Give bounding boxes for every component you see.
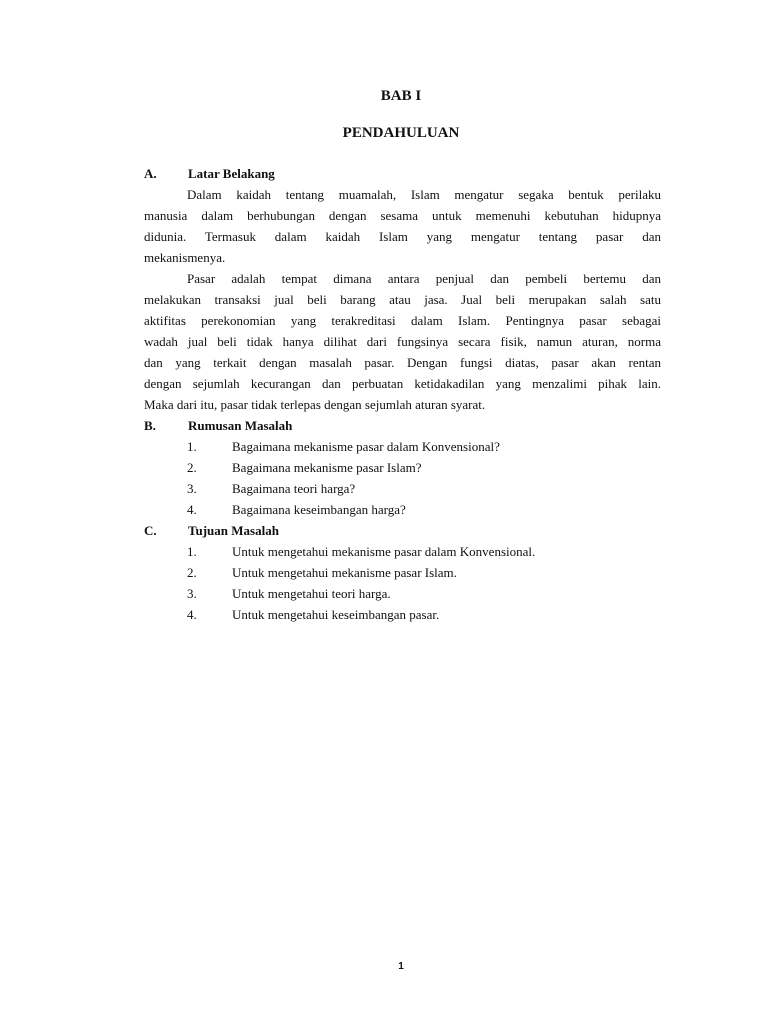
list-text: Untuk mengetahui mekanisme pasar dalam Konvensional. (232, 544, 536, 559)
paragraph-line: dan yang terkait dengan masalah pasar. Dengan fungsi diatas, pasar akan rentan (144, 355, 661, 370)
list-text: Untuk mengetahui teori harga. (232, 586, 391, 601)
list-number: 4. (187, 607, 197, 622)
section-letter: B. (144, 418, 156, 433)
paragraph-2 (144, 268, 661, 415)
section-title: Rumusan Masalah (188, 418, 293, 433)
page-number: 1 (398, 961, 404, 972)
paragraph-line: aktifitas perekonomian yang terakreditasi dalam Islam. Pentingnya pasar sebagai (144, 313, 661, 328)
list-number: 4. (187, 502, 197, 517)
section-letter: A. (144, 166, 157, 181)
paragraph-line: mekanismenya. (144, 250, 226, 265)
list-number: 1. (187, 439, 197, 454)
list-text: Bagaimana teori harga? (232, 481, 356, 496)
paragraph-line: melakukan transaksi jual beli barang atau jasa. Jual beli merupakan salah satu (144, 292, 661, 307)
section-title: Latar Belakang (188, 166, 275, 181)
list-number: 2. (187, 460, 197, 475)
list-text: Bagaimana keseimbangan harga? (232, 502, 406, 517)
list-text: Untuk mengetahui mekanisme pasar Islam. (232, 565, 457, 580)
list-text: Bagaimana mekanisme pasar Islam? (232, 460, 422, 475)
list-text: Untuk mengetahui keseimbangan pasar. (232, 607, 440, 622)
paragraph-line: wadah jual beli tidak hanya dilihat dari fungsinya secara fisik, namun aturan, norma (144, 334, 661, 349)
paragraph-line: Maka dari itu, pasar tidak terlepas dengan sejumlah aturan syarat. (144, 397, 486, 412)
paragraph-line: manusia dalam berhubungan dengan sesama untuk memenuhi kebutuhan hidupnya (144, 208, 661, 223)
list-number: 3. (187, 481, 197, 496)
paragraph-line: didunia. Termasuk dalam kaidah Islam yang mengatur tentang pasar dan (144, 229, 661, 244)
chapter-number: BAB I (380, 88, 422, 104)
list-number: 3. (187, 586, 197, 601)
list-number: 2. (187, 565, 197, 580)
section-title: Tujuan Masalah (188, 523, 279, 538)
paragraph-line: dengan sejumlah kecurangan dan perbuatan ketidakadilan yang menzalimi pihak lain. (144, 376, 661, 391)
section-letter: C. (144, 523, 157, 538)
paragraph-line: Dalam kaidah tentang muamalah, Islam mengatur segaka bentuk perilaku (187, 187, 661, 202)
list-text: Bagaimana mekanisme pasar dalam Konvensional? (232, 439, 500, 454)
chapter-title: PENDAHULUAN (342, 125, 460, 141)
paragraph-1 (144, 184, 661, 268)
list-number: 1. (187, 544, 197, 559)
paragraph-line: Pasar adalah tempat dimana antara penjual dan pembeli bertemu dan (187, 271, 661, 286)
